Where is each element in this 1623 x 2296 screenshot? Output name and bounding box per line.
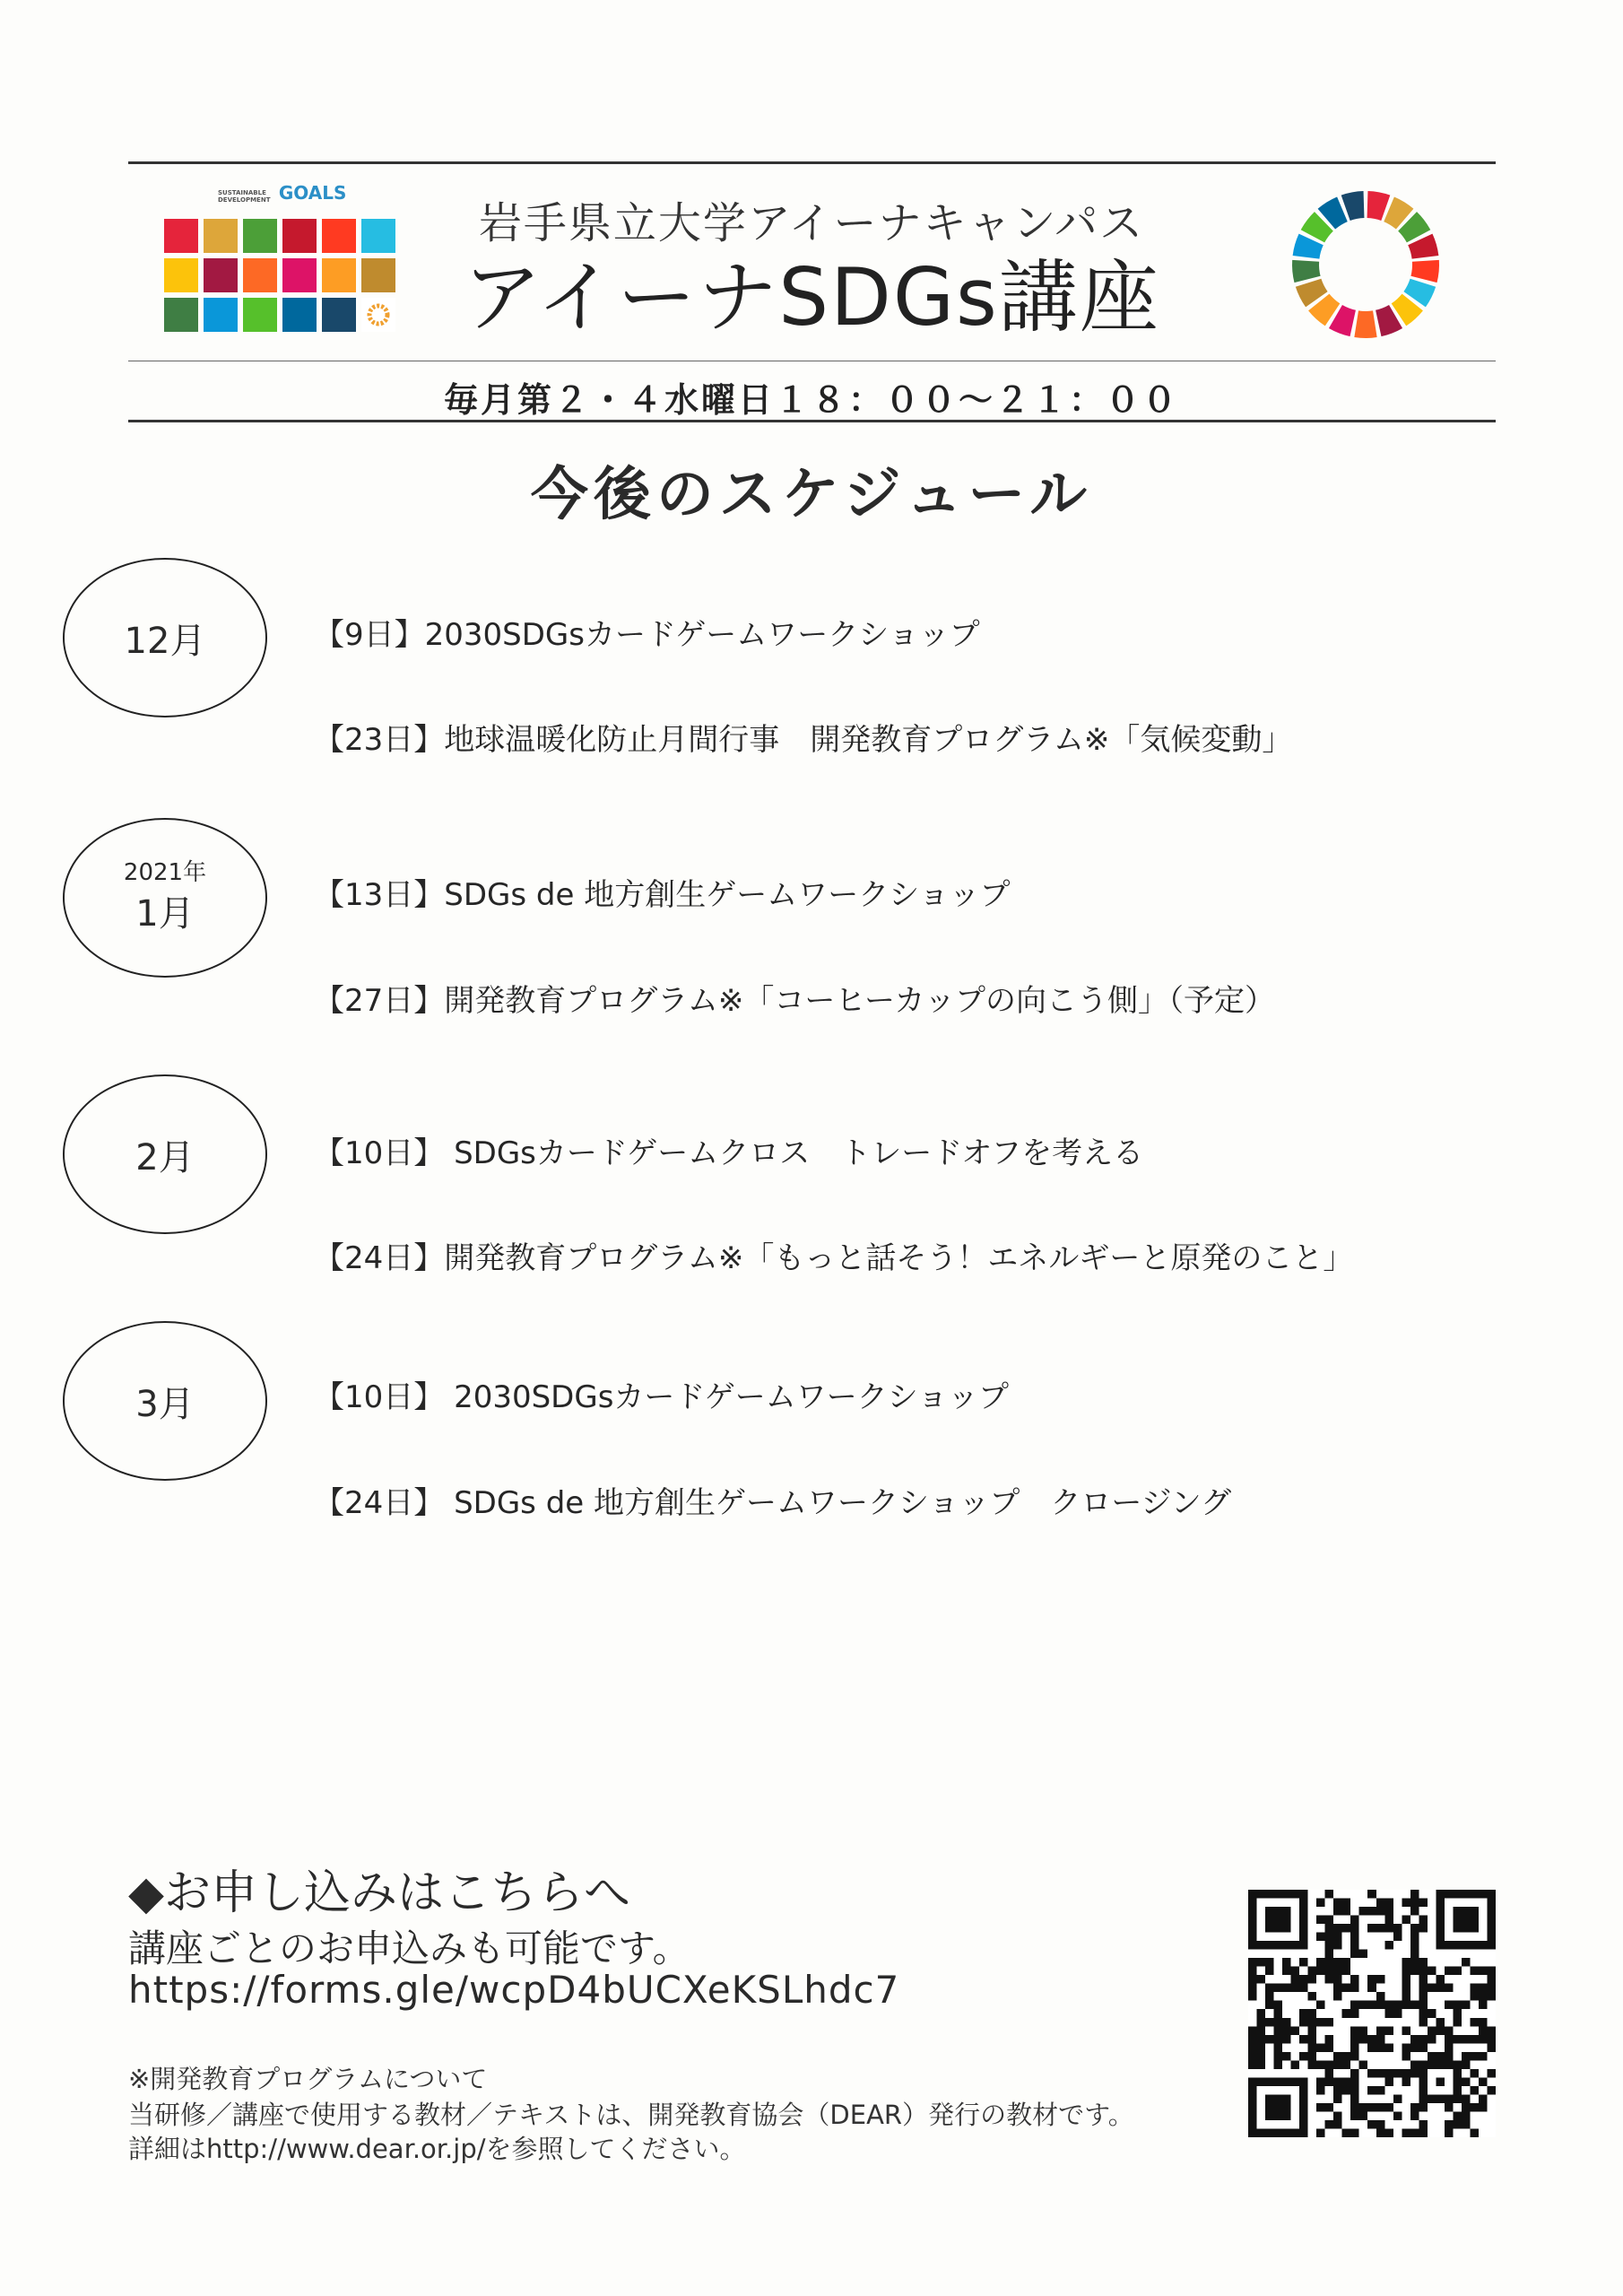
event-item: 【24日】 SDGs de 地方創生ゲームワークショップ クロージング — [314, 1485, 1232, 1521]
page-title: アイーナSDGs講座 — [463, 251, 1160, 344]
qr-code-icon[interactable] — [1248, 1890, 1496, 2137]
sdg-label-goals: GOALS — [278, 182, 347, 204]
event-item: 【23日】地球温暖化防止月間行事 開発教育プログラム※「気候変動」 — [314, 722, 1293, 758]
month-label: 2月 — [135, 1136, 195, 1178]
apply-url-link[interactable]: https://forms.gle/wcpD4bUCXeKSLhdc7 — [128, 1968, 900, 2012]
bottom-rule — [128, 420, 1496, 422]
event-item: 【24日】開発教育プログラム※「もっと話そう！エネルギーと原発のこと」 — [314, 1240, 1354, 1276]
sdg-wheel-segment — [1292, 260, 1321, 283]
sdg-wheel-segment — [1410, 260, 1439, 283]
month-label: 3月 — [135, 1383, 195, 1425]
apply-note: 講座ごとのお申込みも可能です。 — [128, 1926, 690, 1970]
sdg-wheel-segment — [1354, 310, 1376, 338]
event-item: 【13日】SDGs de 地方創生ゲームワークショップ — [314, 877, 1011, 913]
month-label: 1月 — [135, 892, 195, 935]
year-label: 2021年 — [123, 858, 207, 886]
schedule-heading: 今後のスケジュール — [530, 461, 1093, 528]
month-label: 12月 — [124, 620, 206, 662]
schedule-datetime: 毎月第２・４水曜日１８：００～２１：００ — [443, 380, 1179, 420]
month-badge-march — [63, 1321, 267, 1481]
month-badge-december — [63, 558, 267, 718]
event-item: 【10日】 2030SDGsカードゲームワークショップ — [314, 1379, 1010, 1415]
apply-heading: ◆お申し込みはこちらへ — [128, 1866, 630, 1920]
footnote-heading: ※開発教育プログラムについて — [128, 2064, 488, 2094]
footnote-link: 詳細はhttp://www.dear.or.jp/を参照してください。 — [128, 2134, 746, 2164]
top-rule — [128, 161, 1496, 164]
event-item: 【10日】 SDGsカードゲームクロス トレードオフを考える — [314, 1135, 1144, 1171]
subtitle: 岩手県立大学アイーナキャンパス — [478, 198, 1145, 248]
event-item: 【27日】開発教育プログラム※「コーヒーカップの向こう側」（予定） — [314, 983, 1276, 1019]
sdg-color-wheel-icon — [1289, 188, 1442, 341]
month-badge-february — [63, 1074, 267, 1234]
sdg-label-small: SUSTAINABLE DEVELOPMENT — [218, 189, 271, 204]
month-badge-january — [63, 818, 267, 978]
footnote-body: 当研修／講座で使用する教材／テキストは、開発教育協会（DEAR）発行の教材です。 — [128, 2100, 1134, 2130]
event-item: 【9日】2030SDGsカードゲームワークショップ — [314, 617, 980, 653]
